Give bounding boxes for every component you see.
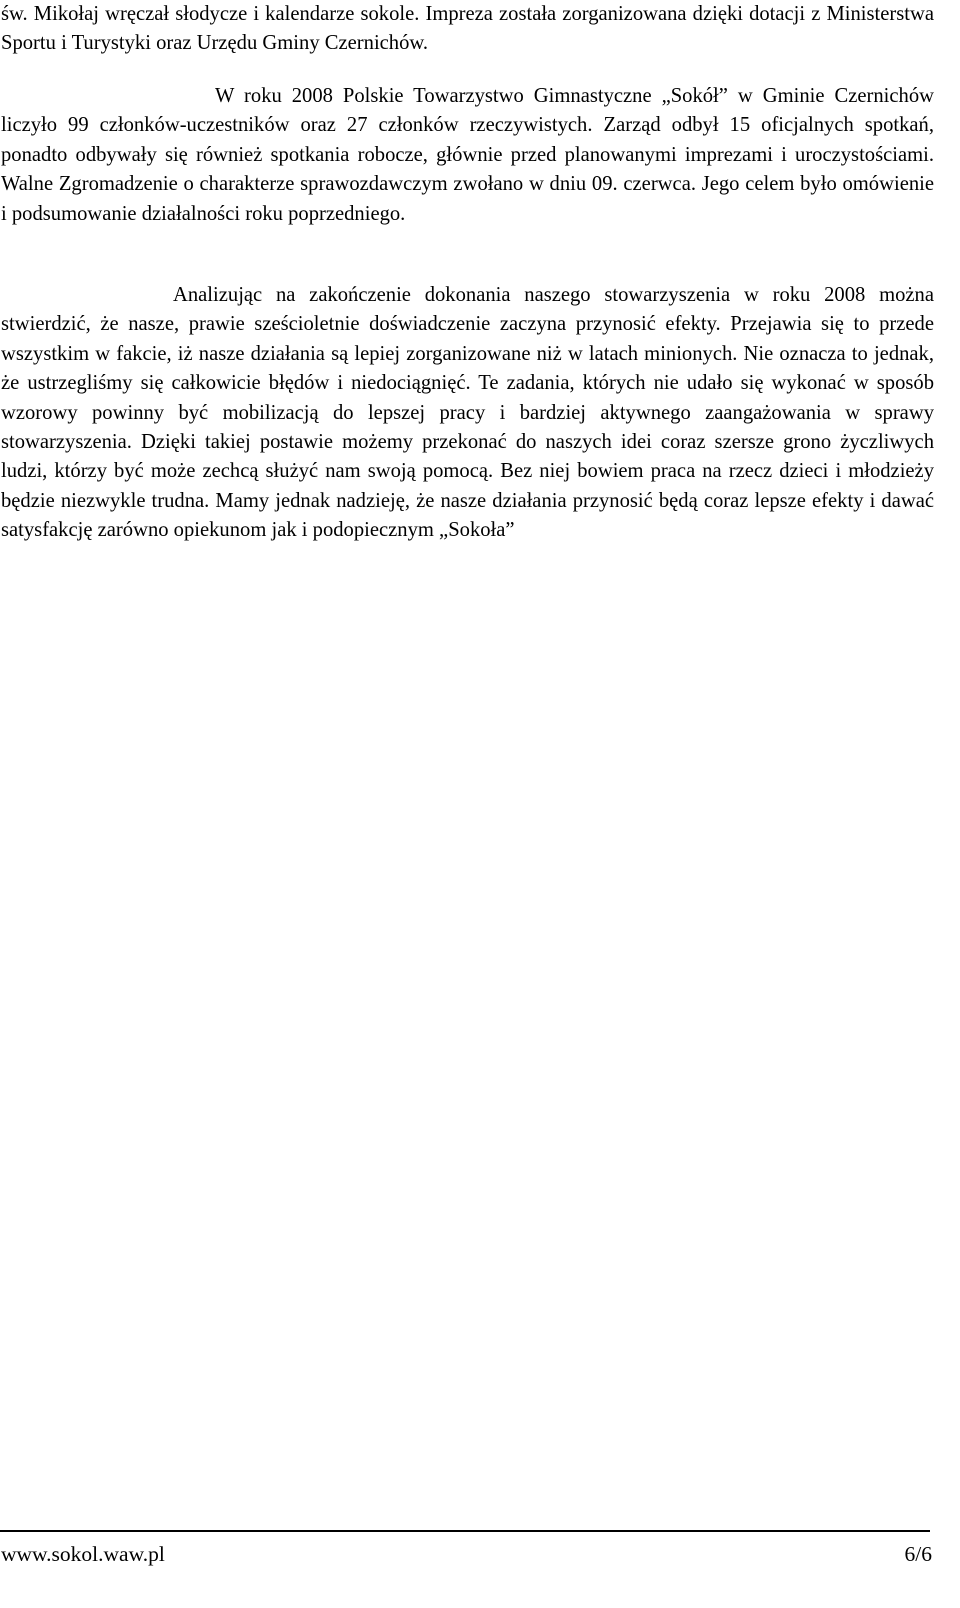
footer-website: www.sokol.waw.pl [1,1542,165,1566]
page-number: 6/6 [904,1542,932,1566]
paragraph-continuation: św. Mikołaj wręczał słodycze i kalendarze sokole. Impreza została zorganizowana dzięki dotacji z Ministerstwa Sportu i Turystyki oraz Urzędu Gminy Czernichów. [1,3,934,55]
paragraph-membership: W roku 2008 Polskie Towarzystwo Gimnastyczne „Sokół” w Gminie Czernichów liczyło 99 członków-uczestników oraz 27 członków rzeczywistych. Zarząd odbył 15 oficjalnych spotkań, ponadto odbywały się również spotkania robocze, głównie przed planowanymi imprezami i uroczystościami. Walne Zgromadzenie o charakterze sprawozdawczym zwołano w dniu 09. czerwca. Jego celem było omówienie i podsumowanie działalności roku poprzedniego. [1,85,934,225]
paragraph-summary: Analizując na zakończenie dokonania naszego stowarzyszenia w roku 2008 można stwierdzić, że nasze, prawie sześcioletnie doświadczenie zaczyna przynosić efekty. Przejawia się to przede wszystkim w fakcie, iż nasze działania są lepiej zorganizowane niż w latach minionych. Nie oznacza to jednak, że ustrzegliśmy się całkowicie błędów i niedociągnięć. Te zadania, których nie udało się wykonać w sposób wzorowy powinny być mobilizacją do lepszej pracy i bardziej aktywnego zaangażowania w sprawy stowarzyszenia. Dzięki takiej postawie możemy przekonać do naszych idei coraz szersze grono życzliwych ludzi, którzy być może zechcą służyć nam swoją pomocą. Bez niej bowiem praca na rzecz dzieci i młodzieży będzie niezwykle trudna. Mamy jednak nadzieję, że nasze działania przynosić będą coraz lepsze efekty i dawać satysfakcję zarówno opiekunom jak i podopiecznym „Sokoła” [1,284,934,542]
footer-divider [0,1530,930,1532]
